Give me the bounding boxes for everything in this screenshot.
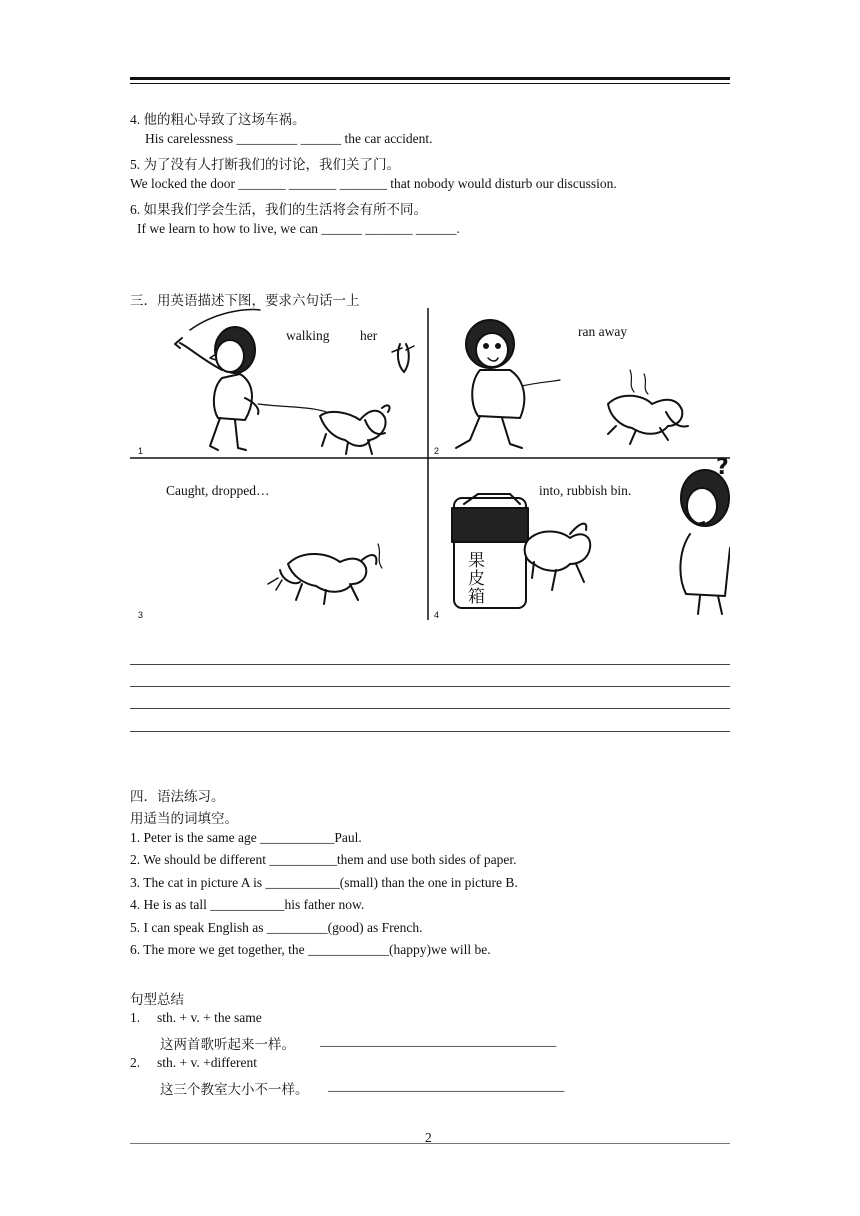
q6-chinese: 6. 如果我们学会生活，我们的生活将会有所不同。	[130, 202, 427, 217]
panel1-hint-walking: walking	[286, 328, 330, 343]
panel2-number: 2	[434, 446, 440, 456]
section4-instruction: 用适当的词填空。	[130, 811, 238, 826]
header-rule-thin	[130, 83, 730, 84]
q4-english: His carelessness _________ ______ the car accident.	[145, 131, 433, 146]
pattern1: sth. + v. + the same	[157, 1010, 262, 1025]
grammar-item-2: 2. We should be different __________them and use both sides of paper.	[130, 852, 517, 867]
bin-text-1: 果	[468, 551, 485, 571]
grammar-item-4: 4. He is as tall ___________his father now.	[130, 897, 365, 912]
grammar-item-3: 3. The cat in picture A is ___________(small) than the one in picture B.	[130, 875, 518, 890]
grammar-item-6: 6. The more we get together, the ____________(happy)we will be.	[130, 942, 491, 957]
panel2-hint: ran away	[578, 324, 628, 339]
panel2-illustration	[456, 320, 688, 448]
section3-title: 三．用英语描述下图，要求六句话一上	[130, 293, 360, 308]
pattern1-number: 1.	[130, 1010, 141, 1025]
q5-chinese: 5. 为了没有人打断我们的讨论，我们关了门。	[130, 157, 400, 172]
header-rule-thick	[130, 77, 730, 80]
pattern2-chinese: 这三个教室大小不一样。	[160, 1082, 309, 1097]
q4-chinese: 4. 他的粗心导致了这场车祸。	[130, 112, 306, 127]
pattern1-chinese: 这两首歌听起来一样。	[160, 1037, 295, 1052]
pattern2: sth. + v. +different	[157, 1055, 257, 1070]
question-mark: ?	[716, 455, 729, 480]
panel4-number: 4	[434, 610, 440, 620]
panel4-hint: into, rubbish bin.	[539, 483, 632, 498]
page-number: 2	[425, 1130, 432, 1145]
grammar-item-1: 1. Peter is the same age ___________Paul.	[130, 830, 362, 845]
bin-text-3: 箱	[468, 587, 485, 607]
answer-line-3[interactable]	[130, 708, 730, 709]
answer-line-4[interactable]	[130, 731, 730, 732]
bin-text-2: 皮	[468, 569, 485, 589]
grammar-item-5: 5. I can speak English as _________(good) as French.	[130, 920, 423, 935]
section4-title: 四．语法练习。	[130, 789, 225, 804]
pattern2-blank[interactable]: ___________________________________	[328, 1078, 565, 1093]
panel1-number: 1	[138, 446, 144, 456]
pattern2-number: 2.	[130, 1055, 141, 1070]
summary-title: 句型总结	[130, 992, 184, 1007]
answer-line-1[interactable]	[130, 664, 730, 665]
answer-line-2[interactable]	[130, 686, 730, 687]
panel3-hint: Caught, dropped…	[166, 483, 270, 498]
q6-english: If we learn to how to live, we can ______ _______ ______.	[137, 221, 460, 236]
panel3-illustration	[268, 544, 382, 604]
comic-strip	[130, 308, 730, 620]
pattern1-blank[interactable]: ___________________________________	[320, 1033, 557, 1048]
panel1-hint-her: her	[360, 328, 378, 343]
q5-english: We locked the door _______ _______ _______ that nobody would disturb our discussion.	[130, 176, 617, 191]
panel3-number: 3	[138, 610, 144, 620]
